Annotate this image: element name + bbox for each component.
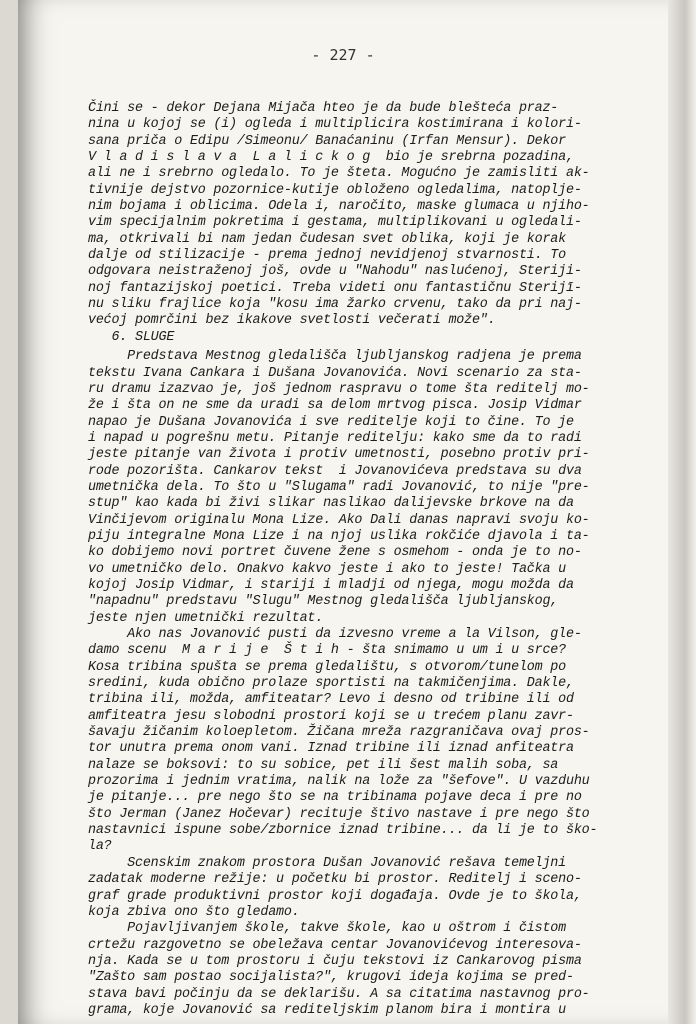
text-line: rode pozorišta. Cankarov tekst i Jovanovićeva predstava su dva (88, 463, 582, 479)
text-line: Čini se - dekor Dejana Mijača hteo je da bude blešteća praz- (88, 101, 559, 116)
text-line: je pitanje... pre nego što se na tribinama pojave deca i pre no (88, 790, 582, 806)
text-line: ko dobijemo novi portret čuvene žene s osmehom - onda je to no- (88, 545, 582, 561)
text-line: stava bavi počinju da se deklarišu. A sa citatima nastavnog pro- (88, 986, 590, 1002)
text-line: stup" kao kada bi živi slikar naslikao dalijevske brkove na da (88, 496, 574, 512)
text-line: Ako nas Jovanović pusti da izvesno vreme a la Vilson, gle- (88, 627, 582, 642)
text-line: umetnička dela. To što u "Slugama" radi Jovanović, to nije "pre- (88, 479, 590, 495)
text-line: "napadnu" predstavu "Slugu" Mestnog gledališča ljubljanskog, (88, 594, 559, 610)
text-line: sredini, kuda obično prolaze sportisti na takmičenjima. Dakle, (88, 676, 574, 692)
text-line: tribina ili, možda, amfiteatar? Levo i desno od tribine ili od (88, 692, 574, 708)
text-line: "Zašto sam postao socijalista?", krugovi ideja kojima se pred- (88, 970, 574, 986)
text-line: grama, koje Jovanović sa rediteljskim planom bira i montira u (88, 1002, 566, 1018)
text-line: većoj pomrčini bez ikakove svetlosti večerati može". (88, 313, 496, 329)
text-line: vo umetničko delo. Onakvo kakvo jeste i ako to jeste! Tačka u (88, 561, 566, 577)
text-line: graf grade produktivni prostor koji događaja. Ovde je to škola, (88, 888, 582, 904)
page-edge-shadow (668, 0, 696, 1024)
text-line: crtežu razgovetno se obeležava centar Jovanovićevog interesova- (88, 937, 582, 953)
text-line: tor unutra prema onom vani. Iznad tribine ili iznad anfiteatra (88, 741, 574, 757)
body-text (88, 101, 653, 1019)
text-line: nja. Kada se u tom prostoru i čuju tekstovi iz Cankarovog pisma (88, 953, 582, 969)
text-line: Scenskim znakom prostora Dušan Jovanović rešava temeljni (88, 855, 566, 871)
text-line: tekstu Ivana Cankara i Dušana Jovanovića. Novi scenario za sta- (88, 365, 582, 381)
text-line: jeste pitanje van života i protiv umetnosti, posebno protiv pri- (88, 447, 590, 463)
text-line: nastavnici ispune sobe/zbornice iznad tribine... da li je to ško- (88, 823, 598, 839)
text-line: Vinčijevom originalu Mona Lize. Ako Dali danas napravi svoju ko- (88, 512, 590, 528)
book-page (18, 0, 668, 1024)
text-line: nim bojama i oblicima. Odela i, naročito, maske glumaca u njiho- (88, 199, 590, 215)
text-line: ru dramu izazvao je, još jednom raspravu o tome šta reditelj mo- (88, 381, 590, 397)
text-line: amfiteatra jesu slobodni prostori koji se u trećem planu zavr- (88, 708, 574, 724)
text-line: damo scenu M a r i j e Š t i h - šta snimamo u um i u srce? (88, 643, 566, 659)
text-line: piju integralne Mona Lize i na njoj uslika rokčiće djavola i ta- (88, 528, 590, 544)
text-line: nu sliku frajlice koja "kosu ima žarko crvenu, tako da pri naj- (88, 297, 582, 313)
text-line: že i šta on ne sme da uradi sa delom mrtvog pisca. Josip Vidmar (88, 398, 582, 414)
text-line: odgovara neistraženoj još, ovde u "Nahodu" naslućenoj, Steriji- (88, 264, 582, 280)
text-line: nina u kojoj se (i) ogleda i multiplicira kostimirana i kolori- (88, 117, 582, 133)
text-line: zadatak moderne režije: u početku bi prostor. Reditelj i sceno- (88, 872, 582, 888)
text-line: i napad u pogrešnu metu. Pitanje reditelju: kako sme da to radi (88, 430, 582, 446)
text-line: Kosa tribina spušta se prema gledalištu, s otvorom/tunelom po (88, 659, 566, 675)
text-line: la? (88, 839, 112, 855)
page-number: - 227 - (311, 46, 375, 64)
text-line: 6. SLUGE (88, 329, 175, 345)
text-line: koja zbiva ono što gledamo. (88, 904, 300, 920)
text-line: prozorima i jednim vratima, nalik na lože za "šefove". U vazduhu (88, 774, 590, 790)
text-line: vim specijalnim pokretima i gestama, multiplikovani u ogledali- (88, 215, 582, 231)
text-line: šavaju žičanim koloepletom. Žičana mreža razgraničava ovaj pros- (88, 725, 590, 741)
text-line: kojoj Josip Vidmar, i stariji i mladji od njega, mogu možda da (88, 577, 574, 593)
text-line: jeste njen umetnički rezultat. (88, 610, 324, 626)
text-line: noj fantazijskoj poetici. Treba videti onu fantastičnu Sterijī- (88, 280, 582, 296)
text-line: nalaze se boksovi: to su sobice, pet ili šest malih soba, sa (88, 757, 559, 773)
text-line: ma, otkrivali bi nam jedan čudesan svet oblika, koji je korak (88, 231, 566, 247)
text-line: dalje od stilizacije - prema jednoj nevidjenoj stvarnosti. To (88, 248, 566, 264)
text-line: Pojavljivanjem škole, takve škole, kao u oštrom i čistom (88, 921, 566, 937)
text-line: tivnije dejstvo pozornice-kutije obloženo ogledalima, natoplje- (88, 182, 582, 198)
text-line: Predstava Mestnog gledališča ljubljanskog radjena je prema (88, 349, 582, 365)
text-line: napao je Dušana Jovanovića i sve reditelje koji to čine. To je (88, 414, 574, 430)
text-line: što Jerman (Janez Hočevar) recituje štivo nastave i pre nego što (88, 806, 590, 822)
text-line: ali ne i srebrno ogledalo. To je šteta. Mogućno je zamisliti ak- (88, 166, 590, 182)
text-line: sana priča o Edipu /Simeonu/ Banaćaninu (Irfan Mensur). Dekor (88, 133, 566, 149)
text-line: V l a d i s l a v a L a l i c k o g bio je srebrna pozadina, (88, 150, 574, 166)
